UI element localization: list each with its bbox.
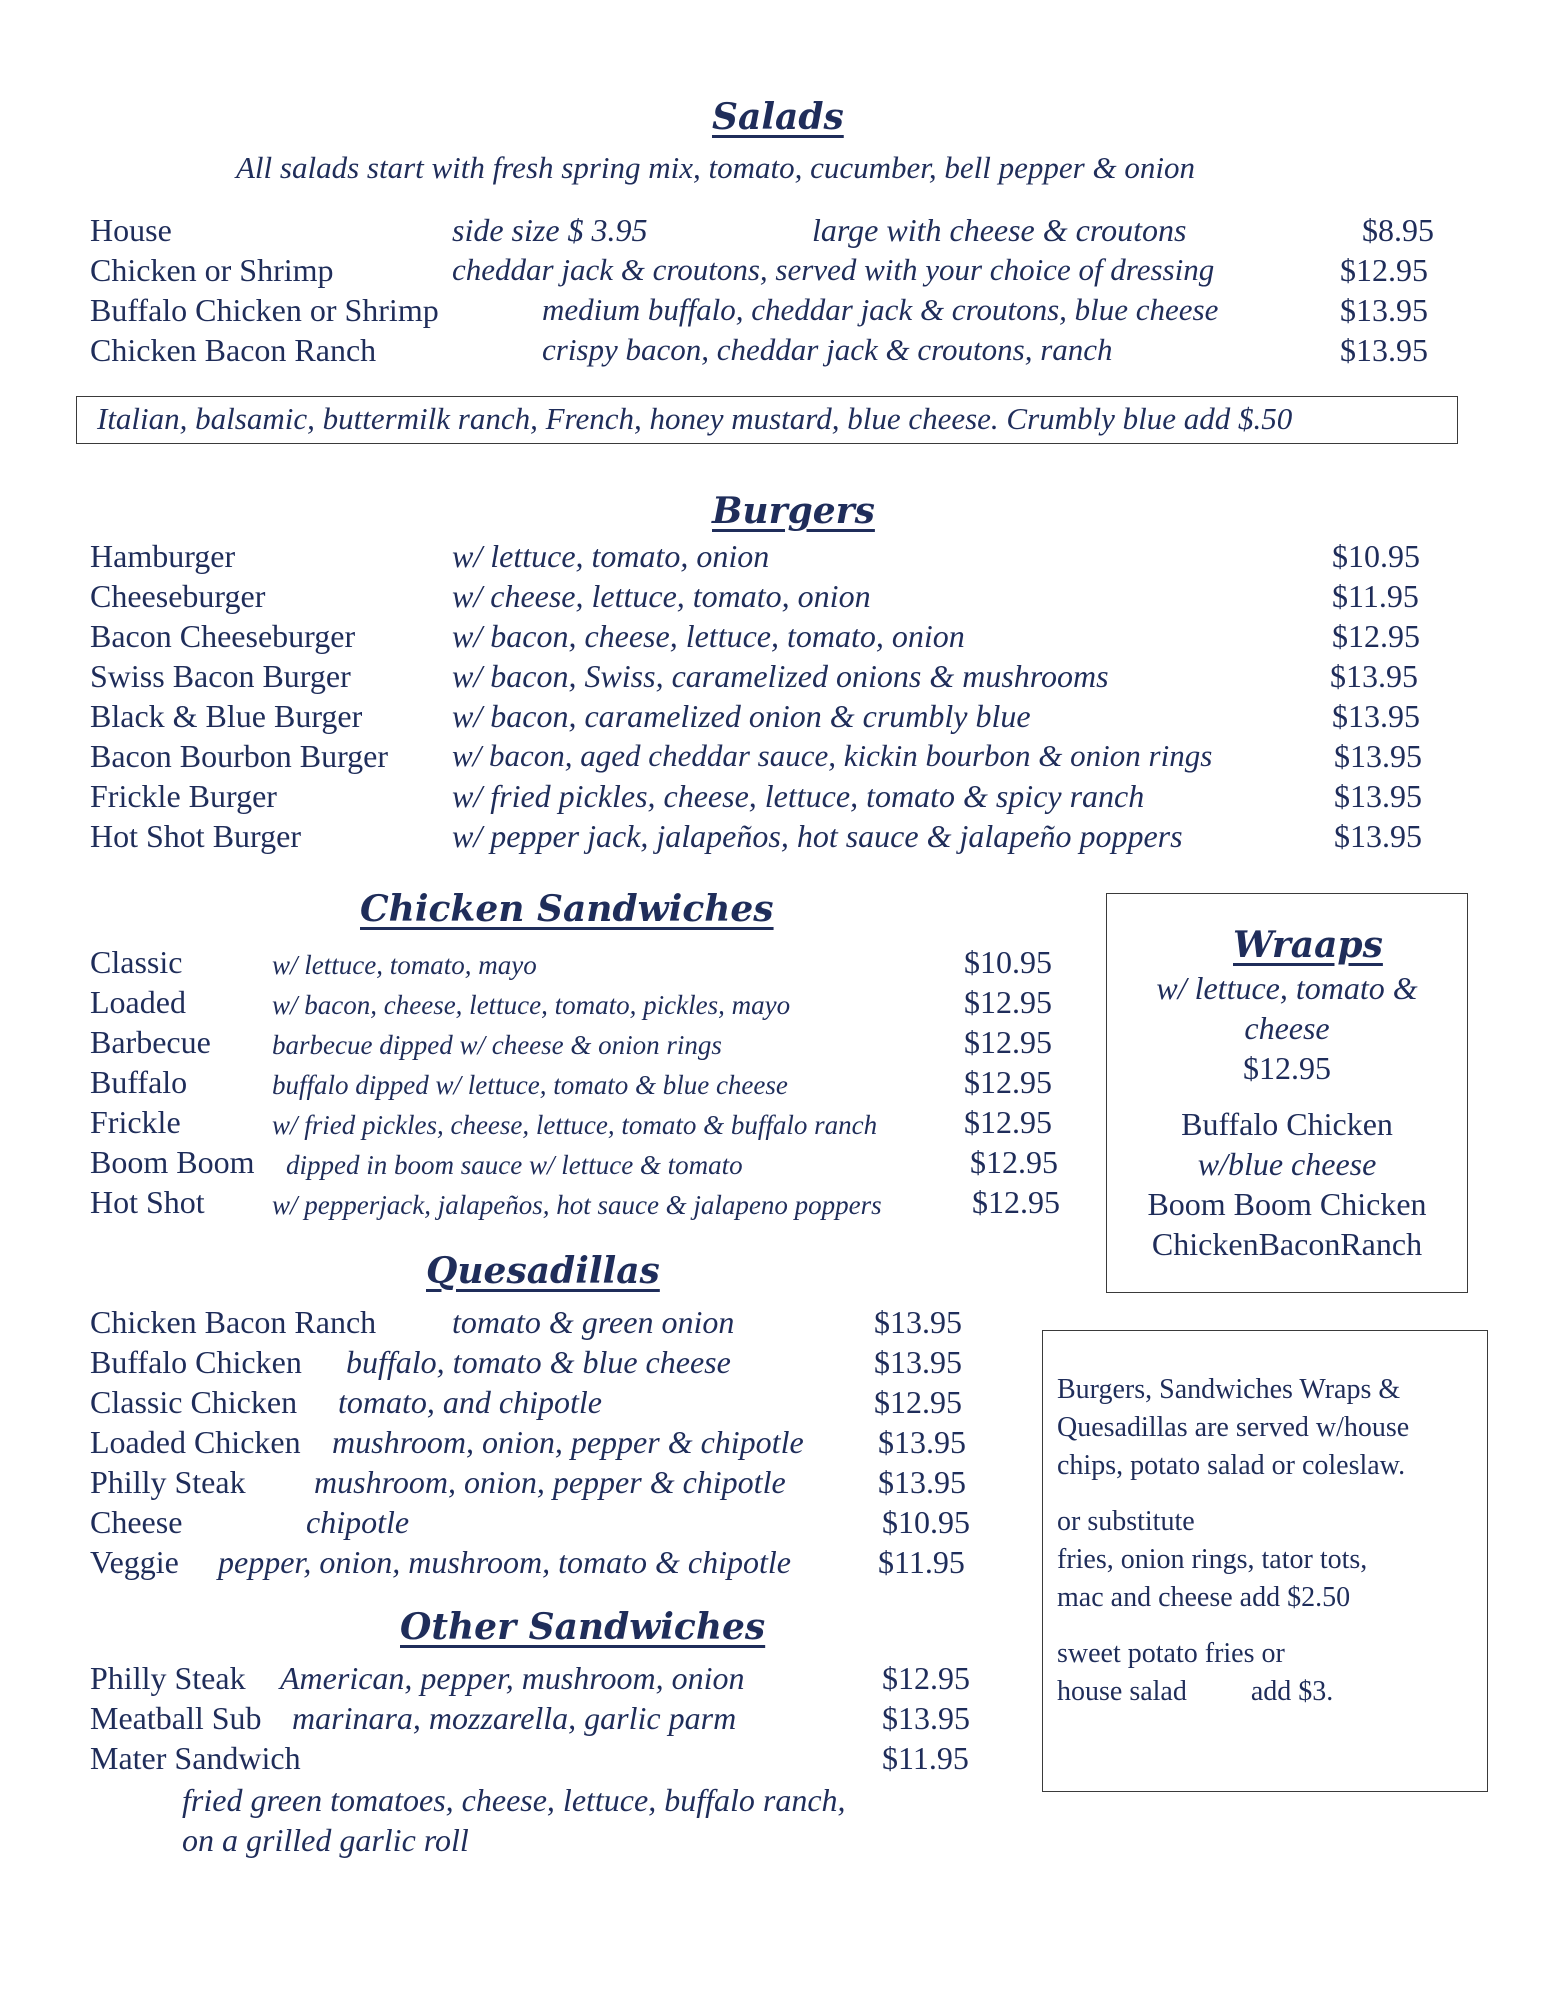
chicken-name: Loaded [90,984,186,1020]
burgers-title: Burgers [712,490,875,532]
quesadilla-price: $11.95 [878,1544,965,1580]
salad-house-name: House [90,212,172,248]
chicken-price: $12.95 [970,1144,1058,1180]
other-price: $11.95 [882,1740,969,1776]
chicken-desc: buffalo dipped w/ lettuce, tomato & blue cheese [272,1070,788,1100]
chicken-sandwiches-title: Chicken Sandwiches [360,888,774,930]
wraps-title: Wraaps [1233,924,1383,966]
chicken-name: Hot Shot [90,1184,205,1220]
salad-house-side: side size $ 3.95 [452,212,648,248]
quesadilla-price: $12.95 [874,1384,962,1420]
quesadilla-desc: pepper, onion, mushroom, tomato & chipotle [218,1544,791,1580]
burger-price: $13.95 [1334,818,1422,854]
chicken-desc: dipped in boom sauce w/ lettuce & tomato [286,1150,743,1180]
chicken-name: Classic [90,944,183,980]
salads-intro: All salads start with fresh spring mix, tomato, cucumber, bell pepper & onion [236,150,1195,185]
quesadilla-price: $13.95 [874,1304,962,1340]
burger-desc: w/ fried pickles, cheese, lettuce, tomato & spicy ranch [452,778,1145,814]
chicken-name: Buffalo [90,1064,188,1100]
sides-add-price: add $3. [1250,1676,1334,1707]
sides-house-salad: house salad [1057,1676,1187,1707]
burger-desc: w/ cheese, lettuce, tomato, onion [452,578,871,614]
salad-item-desc: crispy bacon, cheddar jack & croutons, ranch [542,332,1113,367]
sides-line: or substitute [1057,1506,1195,1537]
salad-item-price: $13.95 [1340,292,1428,328]
sides-substitute [1057,1503,1367,1617]
sides-line [1057,1673,1333,1711]
burger-desc: w/ bacon, cheese, lettuce, tomato, onion [452,618,965,654]
quesadilla-desc: chipotle [306,1504,410,1540]
salad-item-desc: cheddar jack & croutons, served with your choice of dressing [452,252,1215,287]
dressings-text: Italian, balsamic, buttermilk ranch, French, honey mustard, blue cheese. Crumbly blue add $.50 [97,401,1293,436]
chicken-price: $12.95 [964,984,1052,1020]
quesadilla-price: $13.95 [878,1424,966,1460]
quesadilla-name: Chicken Bacon Ranch [90,1304,377,1340]
chicken-name: Barbecue [90,1024,211,1060]
sides-line: sweet potato fries or [1057,1638,1285,1669]
burger-price: $13.95 [1330,658,1418,694]
sides-box [1042,1330,1488,1792]
sides-served-with [1057,1371,1409,1485]
burger-desc: w/ bacon, caramelized onion & crumbly blue [452,698,1031,734]
other-price: $13.95 [882,1700,970,1736]
sides-line: fries, onion rings, tator tots, [1057,1544,1368,1575]
sides-line: chips, potato salad or coleslaw. [1057,1450,1406,1481]
quesadilla-desc: buffalo, tomato & blue cheese [346,1344,731,1380]
wraps-option-detail: w/blue cheese [1197,1146,1377,1182]
burger-name: Bacon Bourbon Burger [90,738,389,774]
wraps-price: $12.95 [1243,1050,1331,1086]
quesadilla-name: Classic Chicken [90,1384,298,1420]
chicken-desc: w/ pepperjack, jalapeños, hot sauce & jalapeno poppers [272,1190,882,1220]
wraps-option: ChickenBaconRanch [1151,1226,1423,1262]
sides-line: Quesadillas are served w/house [1057,1412,1410,1443]
other-name: Philly Steak [90,1660,246,1696]
quesadilla-name: Cheese [90,1504,183,1540]
burger-name: Swiss Bacon Burger [90,658,351,694]
chicken-name: Frickle [90,1104,181,1140]
salad-item-desc: medium buffalo, cheddar jack & croutons, blue cheese [542,292,1219,327]
quesadilla-desc: tomato & green onion [452,1304,735,1340]
other-desc: American, pepper, mushroom, onion [280,1660,745,1696]
burger-price: $12.95 [1332,618,1420,654]
sides-line: mac and cheese add $2.50 [1057,1582,1351,1613]
quesadilla-name: Loaded Chicken [90,1424,301,1460]
dressings-box [76,396,1458,444]
other-sandwiches-title: Other Sandwiches [400,1606,766,1648]
wraps-box [1106,893,1468,1293]
burger-name: Cheeseburger [90,578,266,614]
other-desc: marinara, mozzarella, garlic parm [292,1700,737,1736]
burger-name: Frickle Burger [90,778,277,814]
salad-item-name: Chicken or Shrimp [90,252,334,288]
salad-item-price: $13.95 [1340,332,1428,368]
other-name: Mater Sandwich [90,1740,301,1776]
burger-price: $13.95 [1332,698,1420,734]
chicken-price: $12.95 [964,1024,1052,1060]
burger-desc: w/ lettuce, tomato, onion [452,538,770,574]
quesadilla-name: Buffalo Chicken [90,1344,302,1380]
chicken-desc: w/ lettuce, tomato, mayo [272,950,537,980]
burger-name: Hamburger [90,538,236,574]
quesadilla-name: Philly Steak [90,1464,246,1500]
chicken-price: $10.95 [964,944,1052,980]
burger-desc: w/ bacon, Swiss, caramelized onions & mushrooms [452,658,1109,694]
other-name: Meatball Sub [90,1700,262,1736]
chicken-price: $12.95 [972,1184,1060,1220]
quesadilla-price: $13.95 [878,1464,966,1500]
chicken-desc: barbecue dipped w/ cheese & onion rings [272,1030,722,1060]
wraps-option: Buffalo Chicken [1181,1106,1393,1142]
chicken-name: Boom Boom [90,1144,255,1180]
burger-price: $11.95 [1332,578,1419,614]
quesadillas-title: Quesadillas [426,1250,660,1292]
salads-title: Salads [712,96,844,138]
burger-price: $13.95 [1334,778,1422,814]
sides-premium [1057,1635,1333,1711]
wraps-desc-line1: w/ lettuce, tomato & [1156,970,1418,1006]
chicken-desc: w/ fried pickles, cheese, lettuce, tomato & buffalo ranch [272,1110,878,1140]
quesadilla-desc: mushroom, onion, pepper & chipotle [314,1464,786,1500]
mater-desc-line2: on a grilled garlic roll [182,1822,469,1858]
quesadilla-desc: tomato, and chipotle [338,1384,602,1420]
burger-price: $13.95 [1334,738,1422,774]
burger-desc: w/ bacon, aged cheddar sauce, kickin bourbon & onion rings [452,738,1213,773]
burger-price: $10.95 [1332,538,1420,574]
sides-line: Burgers, Sandwiches Wraps & [1057,1374,1401,1405]
salad-house-price: $8.95 [1362,212,1434,248]
other-price: $12.95 [882,1660,970,1696]
salad-item-price: $12.95 [1340,252,1428,288]
burger-name: Black & Blue Burger [90,698,363,734]
burger-desc: w/ pepper jack, jalapeños, hot sauce & jalapeño poppers [452,818,1183,854]
burger-name: Hot Shot Burger [90,818,301,854]
chicken-desc: w/ bacon, cheese, lettuce, tomato, pickles, mayo [272,990,791,1020]
wraps-desc-line2: cheese [1244,1010,1330,1046]
chicken-price: $12.95 [964,1064,1052,1100]
quesadilla-price: $10.95 [882,1504,970,1540]
quesadilla-name: Veggie [90,1544,179,1580]
salad-item-name: Chicken Bacon Ranch [90,332,377,368]
quesadilla-price: $13.95 [874,1344,962,1380]
salad-house-large: large with cheese & croutons [812,212,1187,248]
chicken-price: $12.95 [964,1104,1052,1140]
mater-desc-line1: fried green tomatoes, cheese, lettuce, buffalo ranch, [182,1782,846,1818]
burger-name: Bacon Cheeseburger [90,618,356,654]
salad-item-name: Buffalo Chicken or Shrimp [90,292,439,328]
quesadilla-desc: mushroom, onion, pepper & chipotle [332,1424,804,1460]
wraps-option: Boom Boom Chicken [1147,1186,1427,1222]
